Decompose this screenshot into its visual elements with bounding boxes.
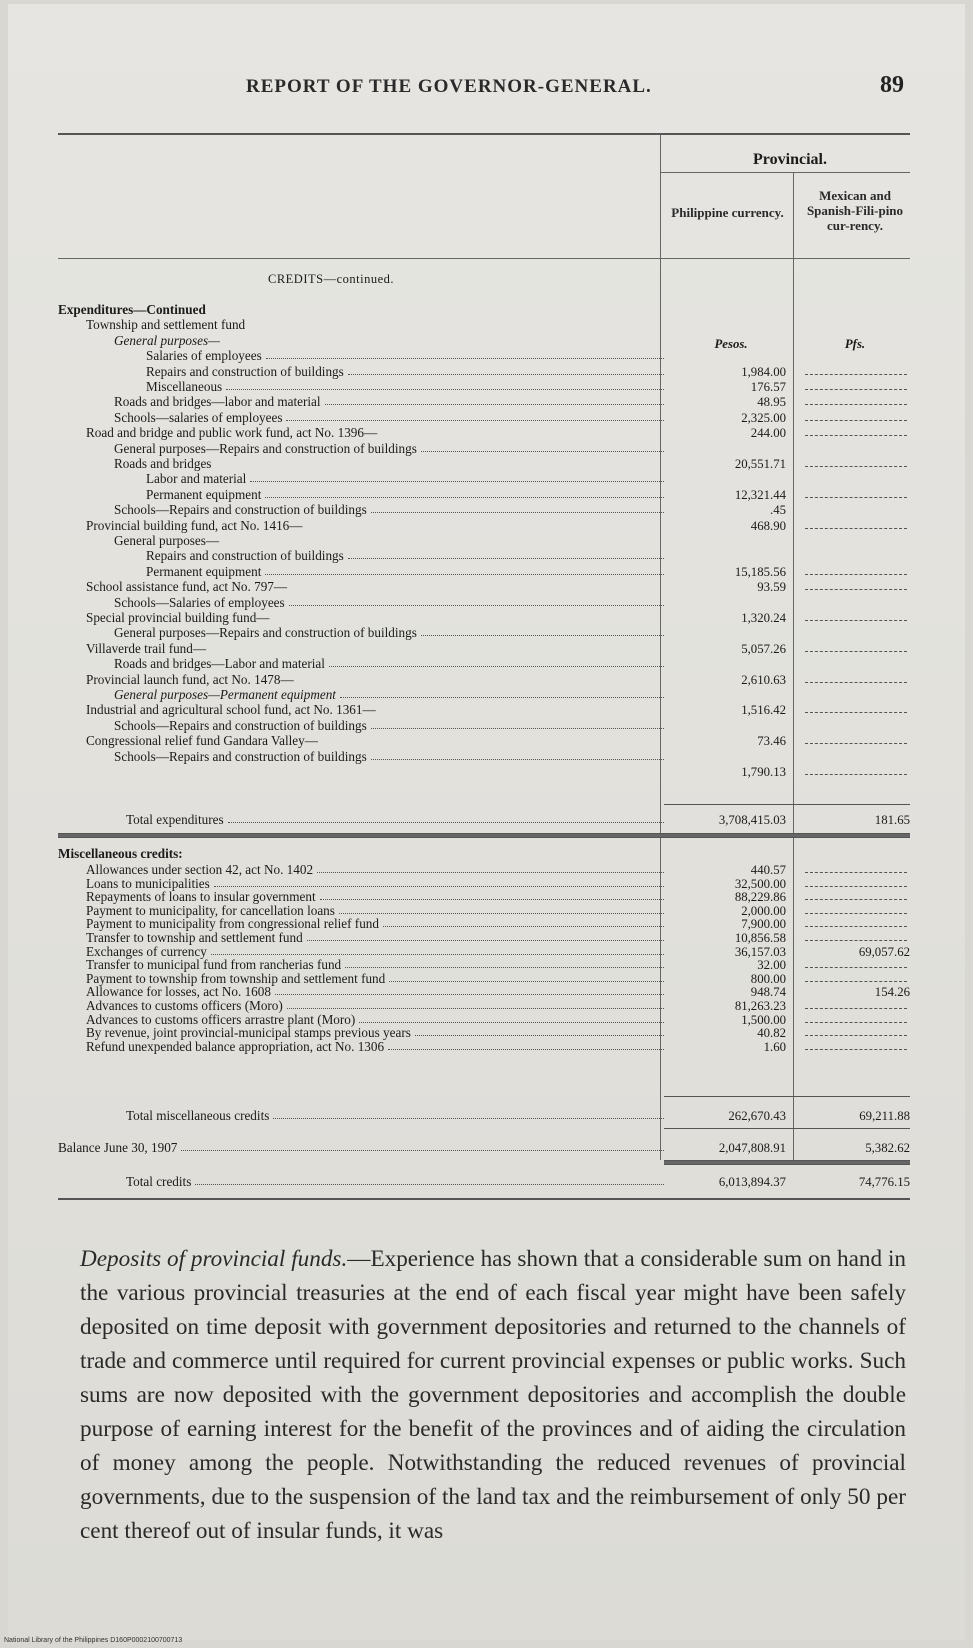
leader-dots [345, 967, 664, 968]
total-expenditures-double-rule [58, 833, 910, 838]
mexican-currency-header: Mexican and Spanish-Fili-pino cur-rency. [806, 188, 904, 233]
table-row [0, 718, 973, 734]
misc-title-row [0, 846, 973, 862]
empty-mexican-cell [805, 466, 907, 467]
leader-dots [329, 666, 664, 667]
philippine-value: 81,263.23 [734, 999, 786, 1013]
philippine-value: 1,790.13 [741, 765, 786, 779]
philippine-value: 6,013,894.37 [718, 1175, 786, 1189]
leader-dots [226, 389, 664, 390]
table-row [0, 441, 973, 457]
paragraph-lead: Deposits of provincial funds. [80, 1246, 348, 1272]
row-label: Balance June 30, 1907 [58, 1140, 178, 1155]
philippine-value: 468.90 [750, 518, 786, 533]
leader-dots [286, 420, 664, 421]
leader-dots [371, 728, 664, 729]
row-label: Provincial building fund, act No. 1416— [86, 517, 303, 533]
table-row [0, 333, 973, 349]
misc-total-bottom-rule [664, 1128, 910, 1129]
table-row [0, 533, 973, 549]
table-row [0, 687, 973, 703]
empty-mexican-cell [805, 981, 907, 982]
leader-dots [289, 605, 664, 606]
row-label: Township and settlement fund [86, 317, 246, 333]
leader-dots [266, 358, 664, 359]
table-row [0, 564, 973, 580]
empty-mexican-cell [805, 940, 907, 941]
table-row [0, 410, 973, 426]
leader-dots [320, 899, 664, 900]
row-label: General purposes—Permanent equipment [114, 687, 336, 702]
leader-dots [214, 886, 664, 887]
philippine-value: 73.46 [757, 734, 786, 749]
table-row [0, 610, 973, 626]
row-label: Schools—Repairs and construction of buildings [114, 717, 367, 733]
philippine-value: 440.57 [750, 863, 786, 877]
header-bottom-rule [58, 258, 910, 259]
table-row [0, 641, 973, 657]
table-row [0, 317, 973, 333]
table-row [0, 1174, 973, 1190]
leader-dots [275, 994, 664, 995]
mexican-value: 5,382.62 [865, 1141, 910, 1155]
philippine-value: 2,047,808.91 [718, 1141, 786, 1155]
table-row [0, 364, 973, 380]
empty-mexican-cell [805, 651, 907, 652]
row-label: Provincial launch fund, act No. 1478— [86, 671, 294, 687]
philippine-value: 3,708,415.03 [718, 813, 786, 827]
archive-footer: National Library of the Philippines D160P0002100700713 [4, 1637, 183, 1644]
leader-dots [181, 1150, 664, 1151]
empty-mexican-cell [805, 589, 907, 590]
row-label: General purposes— [114, 332, 220, 348]
row-label: Total credits [126, 1174, 192, 1189]
table-row [0, 812, 973, 828]
row-label: Payment to township from township and settlement fund [86, 970, 386, 986]
row-label: Expenditures—Continued [58, 302, 206, 317]
leader-dots [415, 1035, 664, 1036]
philippine-value: 2,610.63 [741, 672, 786, 687]
table-row [0, 733, 973, 749]
philippine-value: 40.82 [757, 1026, 786, 1041]
table-row [0, 379, 973, 395]
body-paragraph [80, 1242, 906, 1548]
leader-dots [317, 872, 664, 873]
row-label: Transfer to township and settlement fund [86, 930, 303, 945]
leader-dots [421, 635, 664, 636]
table-row [0, 579, 973, 595]
table-row [0, 656, 973, 672]
leader-dots [265, 574, 664, 575]
row-label: Total miscellaneous credits [126, 1108, 270, 1123]
table-row [0, 456, 973, 472]
empty-mexican-cell [805, 899, 907, 900]
row-label: Permanent equipment [146, 563, 262, 579]
row-label: Repairs and construction of buildings [146, 363, 344, 379]
row-label: Repairs and construction of buildings [146, 548, 344, 564]
row-label: Congressional relief fund Gandara Valley— [86, 733, 318, 749]
empty-mexican-cell [805, 926, 907, 927]
table-row [0, 471, 973, 487]
philippine-value: .45 [770, 503, 786, 518]
row-label: Permanent equipment [146, 486, 262, 502]
empty-mexican-cell [805, 574, 907, 575]
philippine-value: 1,500.00 [741, 1012, 786, 1027]
leader-dots [273, 1118, 664, 1119]
table-row [0, 548, 973, 564]
mexican-value: 74,776.15 [858, 1175, 910, 1189]
empty-mexican-cell [805, 886, 907, 887]
row-label: Allowance for losses, act No. 1608 [86, 984, 271, 1000]
row-label: Schools—Salaries of employees [114, 594, 285, 610]
leader-dots [348, 374, 664, 375]
empty-mexican-cell [805, 620, 907, 621]
row-label: Schools—Repairs and construction of buildings [114, 748, 367, 764]
mexican-value: 69,057.62 [858, 944, 910, 959]
mexican-value: 69,211.88 [859, 1109, 910, 1123]
leader-dots [348, 558, 664, 559]
mexican-unit: Pfs. [844, 337, 866, 351]
row-label: Payment to municipality, for cancellation loans [86, 902, 335, 918]
table-row [0, 1140, 973, 1156]
philippine-value: 36,157.03 [734, 944, 786, 959]
philippine-value: 48.95 [757, 395, 786, 410]
row-label: Advances to customs officers (Moro) [86, 998, 283, 1013]
page-number: 89 [880, 72, 904, 98]
table-row [0, 702, 973, 718]
balance-double-rule [664, 1160, 910, 1165]
philippine-value: 262,670.43 [728, 1109, 786, 1123]
table-row [0, 1039, 973, 1055]
row-label: Roads and bridges [114, 456, 212, 471]
row-label: Payment to municipality from congressional relief fund [86, 916, 379, 932]
philippine-value: 88,229.86 [734, 890, 786, 905]
leader-dots [195, 1184, 664, 1185]
row-label: Repayments of loans to insular government [86, 889, 316, 905]
row-label: By revenue, joint provincial-municipal stamps previous years [86, 1025, 411, 1041]
leader-dots [287, 1008, 664, 1009]
group-header-rule [660, 172, 910, 173]
row-label: School assistance fund, act No. 797— [86, 579, 288, 595]
table-row [0, 502, 973, 518]
top-rule [58, 133, 910, 135]
philippine-value: 948.74 [750, 985, 786, 1000]
philippine-currency-header: Philippine currency. [671, 205, 784, 220]
leader-dots [371, 512, 664, 513]
empty-mexican-cell [805, 528, 907, 529]
empty-mexican-cell [805, 497, 907, 498]
misc-total-rule [664, 1096, 910, 1097]
philippine-value: 12,321.44 [734, 487, 786, 502]
leader-dots [340, 697, 664, 698]
philippine-value: 244.00 [750, 426, 786, 441]
leader-dots [359, 1022, 664, 1023]
empty-mexican-cell [805, 1008, 907, 1009]
row-label: Advances to customs officers arrastre plant (Moro) [86, 1011, 356, 1027]
philippine-value: 10,856.58 [734, 931, 786, 945]
table-row [0, 518, 973, 534]
philippine-value: 5,057.26 [741, 641, 786, 656]
leader-dots [307, 940, 664, 941]
philippine-value: 1,984.00 [741, 364, 786, 379]
row-label: Schools—Repairs and construction of buildings [114, 502, 367, 518]
row-label: Villaverde trail fund— [86, 640, 207, 656]
empty-mexican-cell [805, 374, 907, 375]
row-label: Roads and bridges—Labor and material [114, 656, 325, 672]
philippine-value: 93.59 [757, 580, 786, 595]
row-label: Miscellaneous [146, 379, 223, 394]
empty-mexican-cell [805, 774, 907, 775]
table-row [0, 749, 973, 765]
table-row [0, 595, 973, 611]
table-row [0, 487, 973, 503]
philippine-value: 800.00 [750, 971, 786, 986]
page-title: REPORT OF THE GOVERNOR-GENERAL. [246, 76, 652, 97]
empty-mexican-cell [805, 913, 907, 914]
row-label: Exchanges of currency [86, 943, 207, 959]
empty-mexican-cell [805, 420, 907, 421]
page-header [0, 72, 973, 112]
table-row [0, 302, 973, 318]
leader-dots [325, 404, 664, 405]
leader-dots [421, 451, 664, 452]
row-label: General purposes—Repairs and construction of buildings [114, 625, 417, 641]
table-row [0, 625, 973, 641]
empty-mexican-cell [805, 389, 907, 390]
empty-mexican-cell [805, 872, 907, 873]
row-label: Schools—salaries of employees [114, 409, 283, 425]
table-row [0, 425, 973, 441]
philippine-value: 32,500.00 [734, 876, 786, 891]
row-label: Transfer to municipal fund from rancherias fund [86, 957, 342, 973]
empty-mexican-cell [805, 743, 907, 744]
empty-mexican-cell [805, 1022, 907, 1023]
philippine-value: 176.57 [750, 380, 786, 394]
leader-dots [371, 759, 664, 760]
table-bottom-rule [58, 1198, 910, 1200]
section-title: CREDITS—continued. [268, 272, 395, 286]
table-row [0, 394, 973, 410]
leader-dots [265, 497, 664, 498]
table-row [0, 1108, 973, 1124]
misc-title: Miscellaneous credits: [58, 846, 183, 861]
philippine-value: 15,185.56 [734, 564, 786, 579]
empty-mexican-cell [805, 1049, 907, 1050]
total-expenditures-rule [664, 804, 910, 805]
empty-mexican-cell [805, 435, 907, 436]
row-label: Roads and bridges—labor and material [114, 394, 321, 410]
philippine-unit: Pesos. [714, 337, 748, 351]
row-label: Total expenditures [126, 812, 224, 827]
row-label: Labor and material [146, 471, 247, 487]
mexican-value: 154.26 [874, 985, 910, 1000]
row-label: Special provincial building fund— [86, 610, 270, 625]
paragraph-text: —Experience has shown that a considerable sum on hand in the various provincial treasuries at the end of each fiscal year might have been safely deposited on time deposit with government depositories and returned to the channels of trade and commerce until required for current provincial expenses or public works. Such sums are now deposited with the government depositories and accomplish the double purpose of earning interest for the benefit of the provinces and of aiding the circulation of money among the people. Notwithstanding the reduced revenues of provincial governments, due to the suspension of the land tax and the reimbursement of only 50 per cent thereof out of insular funds, it was [80, 1246, 907, 1544]
table-row [0, 764, 973, 780]
philippine-value: 1,320.24 [741, 611, 786, 625]
row-label: General purposes— [114, 533, 220, 548]
philippine-value: 1.60 [763, 1039, 786, 1054]
row-label: Salaries of employees [146, 348, 262, 364]
row-label: Allowances under section 42, act No. 1402 [86, 862, 314, 877]
philippine-value: 2,325.00 [741, 410, 786, 425]
leader-dots [228, 822, 664, 823]
leader-dots [389, 981, 664, 982]
leader-dots [250, 481, 664, 482]
row-label: General purposes—Repairs and construction of buildings [114, 440, 417, 456]
row-label: Road and bridge and public work fund, act No. 1396— [86, 425, 378, 441]
leader-dots [211, 954, 664, 955]
philippine-value: 1,516.42 [741, 703, 786, 718]
empty-mexican-cell [805, 712, 907, 713]
leader-dots [383, 926, 664, 927]
leader-dots [339, 913, 664, 914]
philippine-value: 7,900.00 [741, 917, 786, 932]
empty-mexican-cell [805, 1035, 907, 1036]
empty-mexican-cell [805, 682, 907, 683]
philippine-value: 2,000.00 [741, 903, 786, 918]
row-label: Industrial and agricultural school fund, act No. 1361— [86, 702, 376, 718]
row-label: Loans to municipalities [86, 875, 210, 891]
empty-mexican-cell [805, 404, 907, 405]
provincial-group-header: Provincial. [753, 151, 827, 168]
philippine-value: 32.00 [757, 958, 786, 973]
mexican-value: 181.65 [874, 813, 910, 827]
table-row [0, 672, 973, 688]
empty-mexican-cell [805, 967, 907, 968]
leader-dots [388, 1049, 664, 1050]
philippine-value: 20,551.71 [734, 457, 786, 471]
row-label: Refund unexpended balance appropriation, act No. 1306 [86, 1038, 385, 1054]
table-row [0, 348, 973, 364]
